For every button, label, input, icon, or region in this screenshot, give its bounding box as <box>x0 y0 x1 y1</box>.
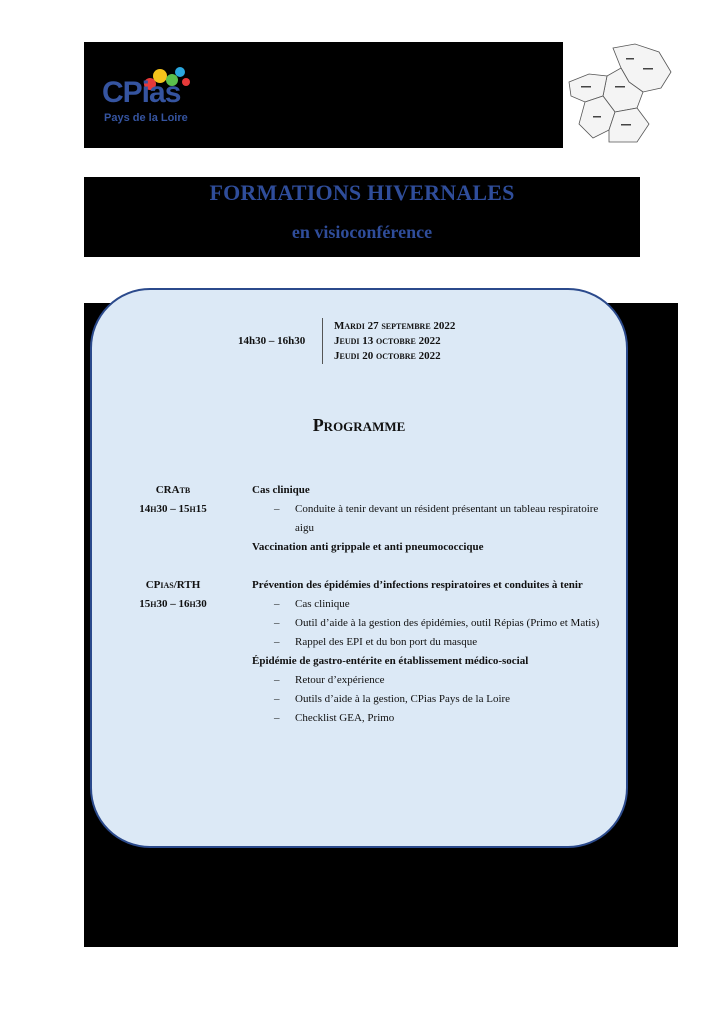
list-item: – Rappel des EPI et du bon port du masque <box>252 633 612 652</box>
section-time: 14h30 – 15h15 <box>139 503 207 515</box>
list-item: – Cas clinique <box>252 595 612 614</box>
session-date: Jeudi 20 octobre 2022 <box>334 350 441 362</box>
session-date: Mardi 27 septembre 2022 <box>334 320 456 332</box>
section-speaker: CRAtb <box>155 484 191 496</box>
dash-bullet: – <box>274 693 280 705</box>
programme-heading: Programme <box>312 415 406 435</box>
section-content <box>252 576 612 728</box>
dates-divider <box>322 318 323 364</box>
list-item: – Retour d’expérience <box>252 671 612 690</box>
dash-bullet: – <box>274 712 280 724</box>
block-title: Prévention des épidémies d’infections respiratoires et conduites à tenir <box>252 579 583 591</box>
section-speaker-block <box>118 576 228 614</box>
list-item: – Checklist GEA, Primo <box>252 709 612 728</box>
logo-subtitle: Pays de la Loire <box>104 112 188 124</box>
cpias-logo <box>100 62 200 130</box>
programme-card <box>90 288 628 848</box>
session-date: Jeudi 13 octobre 2022 <box>334 335 441 347</box>
region-map-icon <box>563 42 678 148</box>
dash-bullet: – <box>274 674 280 686</box>
page-subtitle: en visioconférence <box>291 222 433 242</box>
block-title: Épidémie de gastro-entérite en établissement médico-social <box>252 655 529 667</box>
list-item: – Outil d’aide à la gestion des épidémies, outil Répias (Primo et Matis) <box>252 614 612 633</box>
dash-bullet: – <box>274 598 280 610</box>
dash-bullet: – <box>274 617 280 629</box>
page-title: FORMATIONS HIVERNALES <box>209 180 515 205</box>
dash-bullet: – <box>274 503 280 515</box>
divider-band <box>84 148 640 177</box>
dash-bullet: – <box>274 636 280 648</box>
section-speaker-block <box>118 481 228 519</box>
region-map <box>563 42 678 148</box>
section-time: 15h30 – 16h30 <box>139 598 207 610</box>
logo-wordmark: CPias <box>102 76 181 109</box>
list-item: – Outils d’aide à la gestion, CPias Pays de la Loire <box>252 690 612 709</box>
session-dates <box>334 319 455 364</box>
block-title: Cas clinique <box>252 484 310 496</box>
list-item: – Conduite à tenir devant un résident présentant un tableau respiratoire aigu <box>252 500 612 538</box>
session-time: 14h30 – 16h30 <box>238 335 306 347</box>
block-title: Vaccination anti grippale et anti pneumococcique <box>252 541 484 553</box>
section-speaker: CPias/RTH <box>145 579 201 591</box>
section-content <box>252 481 612 557</box>
